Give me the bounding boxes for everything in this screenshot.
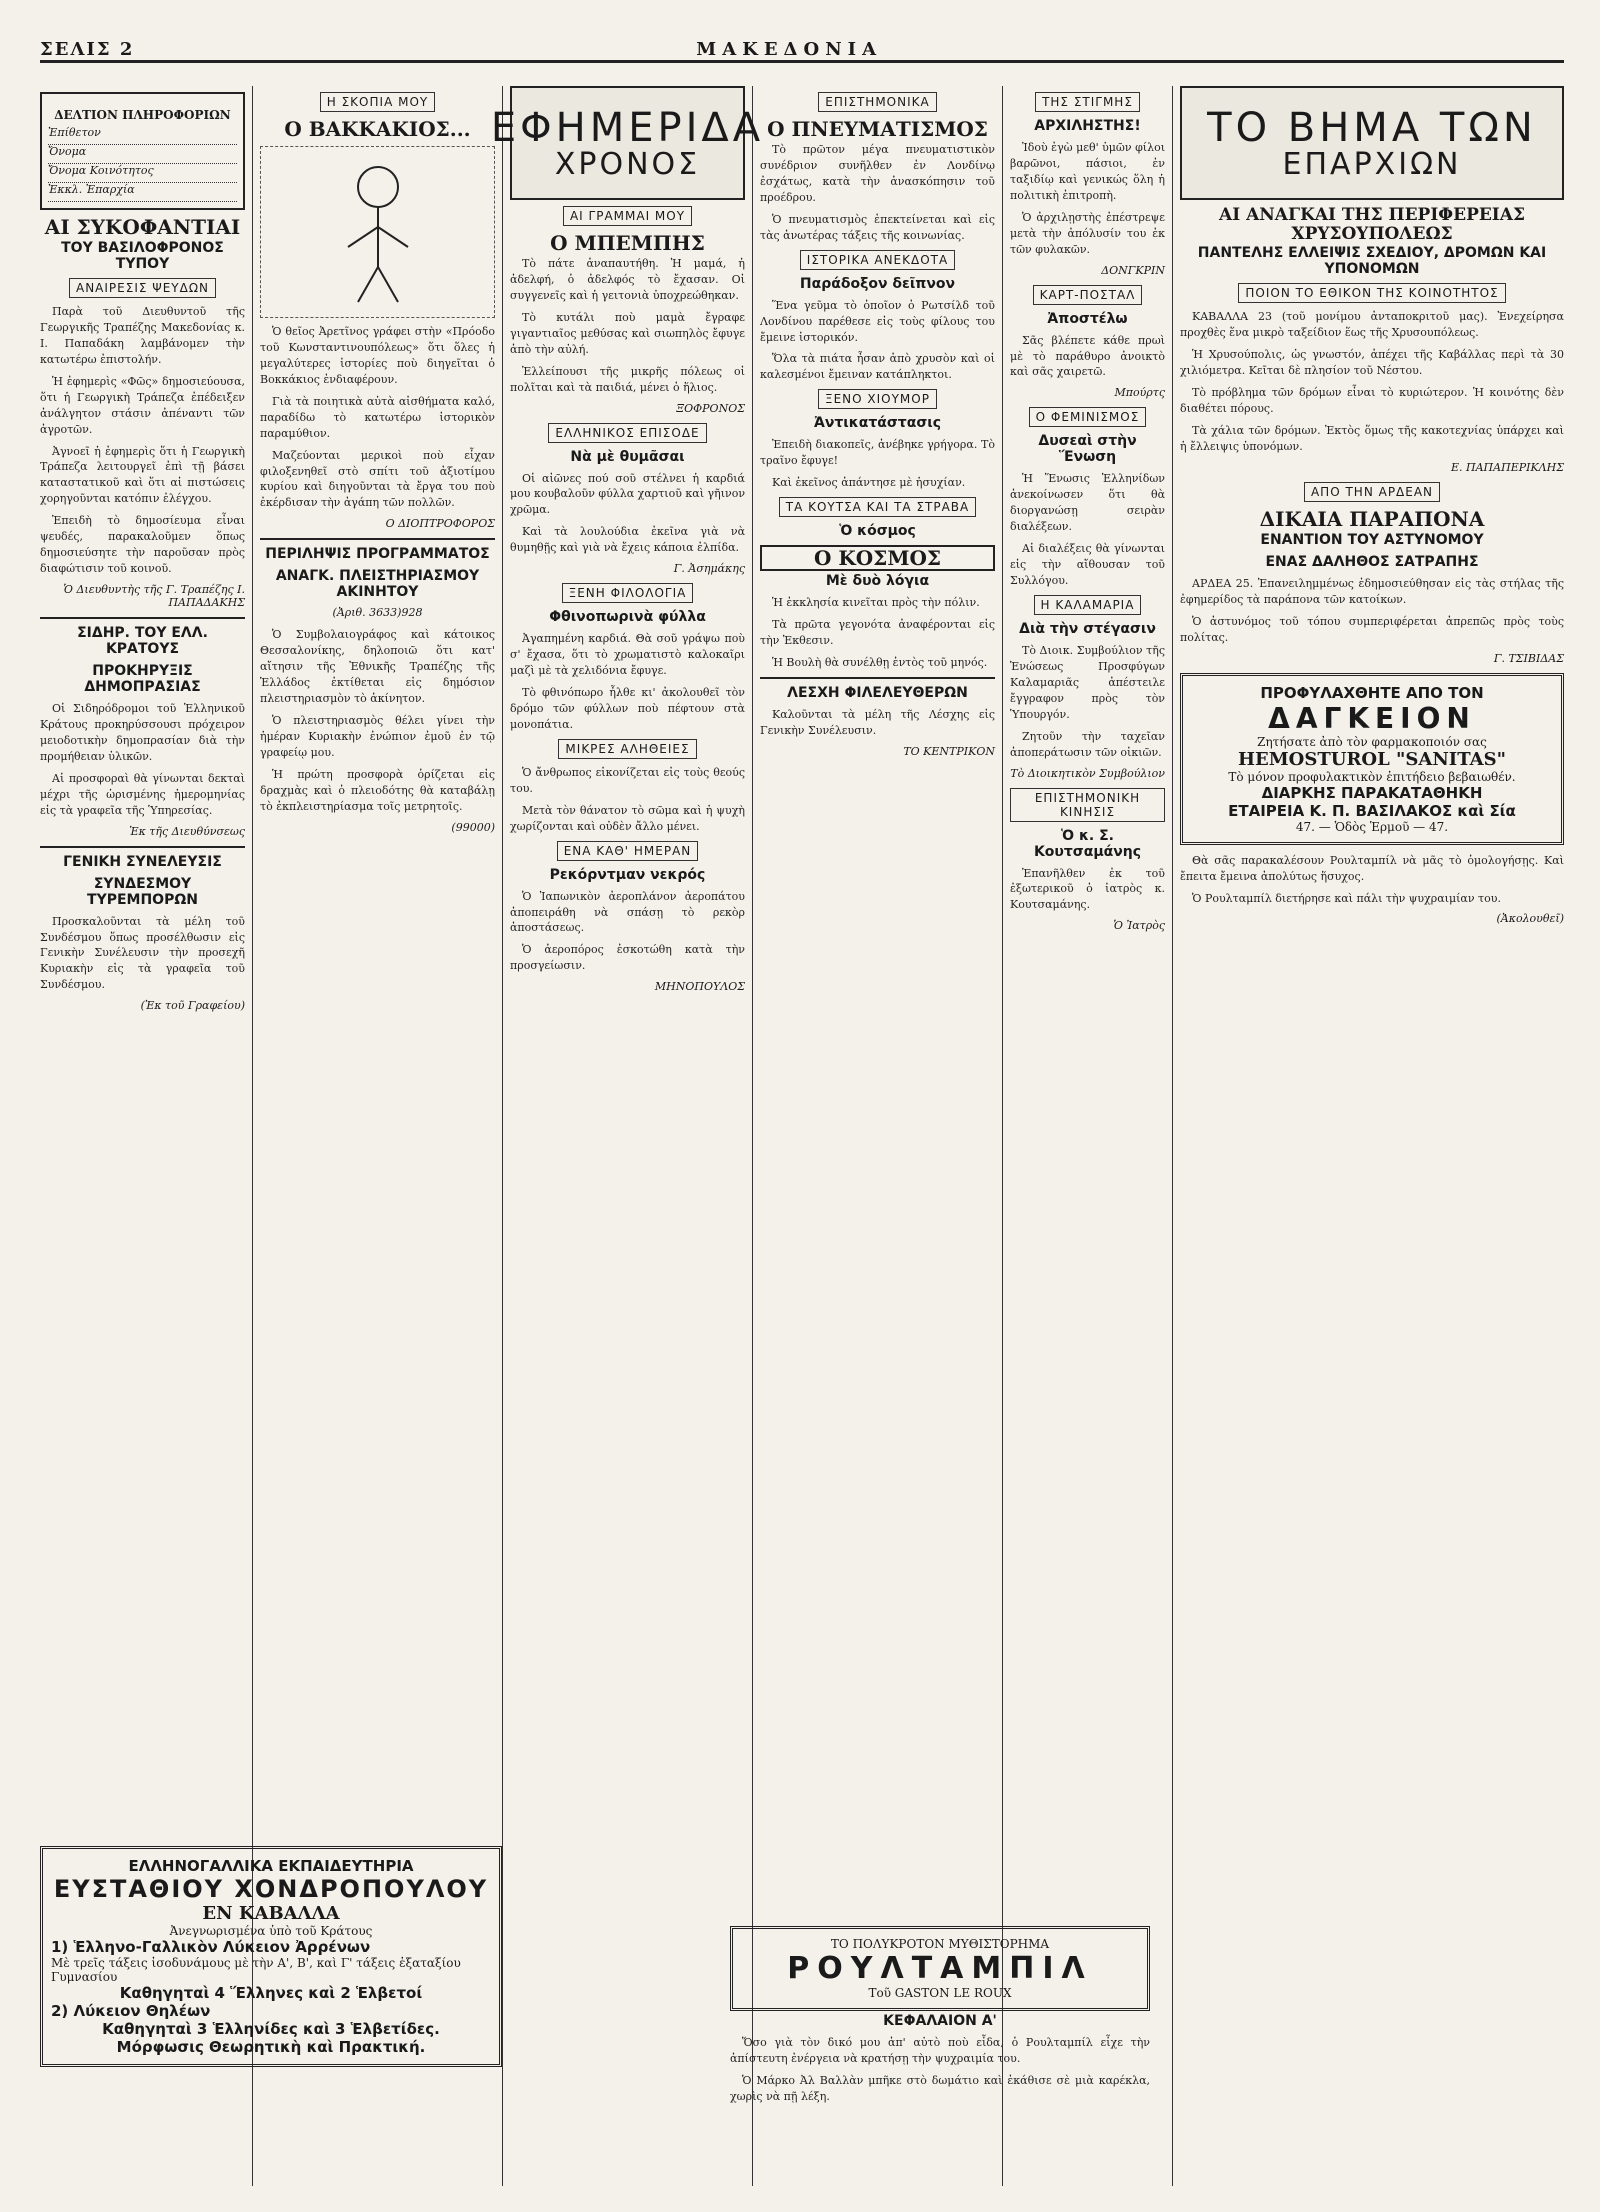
article-headline: ΠΕΡΙΛΗΨΙΣ ΠΡΟΓΡΑΜΜΑΤΟΣ [265, 546, 490, 563]
section-label: Η ΚΑΛΑΜΑΡΙΑ [1034, 595, 1142, 615]
paragraph: Ἡ ἐφημερὶς «Φῶς» δημοσιεύουσα, ὅτι ἡ Γεωργικὴ Τράπεζα ἐπέδειξεν ἀνάλγητον στάσιν ἀπέναντι τῶν ἀγροτῶν. [40, 374, 245, 436]
section-label: ΜΙΚΡΕΣ ΑΛΗΘΕΙΕΣ [558, 739, 696, 759]
section-label: ΚΑΡΤ-ΠΟΣΤΑΛ [1033, 285, 1143, 305]
masthead [40, 38, 1564, 63]
article-headline: Παράδοξον δεῖπνον [799, 275, 956, 292]
section-label: ΞΕΝΟ ΧΙΟΥΜΟΡ [818, 389, 937, 409]
article-body [40, 304, 245, 577]
school-line-3: ΕΝ ΚΑΒΑΛΛΑ [202, 1903, 340, 1924]
dengue-advertisement [1180, 673, 1564, 845]
article-signature: Τὸ Διοικητικὸν Συμβούλιον [1010, 766, 1165, 780]
banner-line-2: ΧΡΟΝΟΣ [554, 146, 701, 182]
banner-line-1: ΕΦΗΜΕΡΙΔΑ [490, 104, 765, 151]
article-headline: Διὰ τὴν στέγασιν [1019, 620, 1156, 637]
article-signature: ΜΗΝΟΠΟΥΛΟΣ [654, 980, 745, 994]
ad-line-8: 47. — Ὁδὸς Ἑρμοῦ — 47. [1295, 819, 1449, 834]
ad-line-1: ΠΡΟΦΥΛΑΧΘΗΤΕ ΑΠΟ ΤΟΝ [1260, 683, 1484, 702]
info-form [40, 92, 245, 210]
article-body [760, 142, 995, 244]
article-body [1010, 333, 1165, 381]
section-label: ΕΝΑ ΚΑΘ' ΗΜΕΡΑΝ [557, 841, 699, 861]
ad-line-3: Ζητήσατε ἀπὸ τὸν φαρμακοποιόν σας [1257, 734, 1487, 749]
paragraph: Ὁ πλειστηριασμὸς θέλει γίνει τὴν ἡμέραν Κυριακὴν ἐνώπιον ἐμοῦ ἐν τῷ γραφείῳ μου. [260, 714, 495, 759]
article-body [40, 914, 245, 994]
column-banner [490, 86, 765, 200]
article-subhead: ΠΡΟΚΗΡΥΞΙΣ ΔΗΜΟΠΡΑΣΙΑΣ [84, 663, 201, 695]
article-signature: ΤΟ ΚΕΝΤΡΙΚΟΝ [903, 744, 995, 758]
paragraph: Θὰ σᾶς παρακαλέσουν Ρουλταμπίλ νὰ μᾶς τὸ ὁμολογήσῃς. Καὶ ἔπειτα ἔμεινα ἀπολύτως ἥσυχος. [1180, 853, 1564, 883]
paragraph: Ἐλλείπουσι τῆς μικρῆς πόλεως οἱ πολῖται καὶ τὰ παιδιά, μένει ὁ ἥλιος. [510, 364, 745, 394]
paragraph: Τὰ χάλια τῶν δρόμων. Ἐκτὸς ὅμως τῆς κακοτεχνίας ὑπάρχει καὶ ἡ ἔλλειψις ὑπονόμων. [1180, 424, 1564, 453]
column-rule [752, 86, 753, 2186]
column-4 [760, 86, 995, 766]
article-signature: Γ. Ἀσημάκης [673, 562, 745, 576]
article-body [760, 437, 995, 491]
column-5 [1010, 86, 1165, 940]
paragraph: Ὁ ἀστυνόμος τοῦ τόπου συμπεριφέρεται ἀπρεπῶς πρὸς τοὺς πολίτας. [1180, 614, 1564, 644]
banner-line-2: ΕΠΑΡΧΙΩΝ [1282, 146, 1462, 182]
school-line-2: ΕΥΣΤΑΘΙΟΥ ΧΟΝΔΡΟΠΟΥΛΟΥ [53, 1875, 489, 1903]
paragraph: Γιὰ τὰ ποιητικὰ αὐτὰ αἰσθήματα καλό, παραδίδω τὸ κατωτέρω ἱστορικὸν παραμύθιον. [260, 394, 495, 440]
article-headline: ΔΙΚΑΙΑ ΠΑΡΑΠΟΝΑ [1259, 506, 1485, 531]
paragraph: Ἡ Χρυσούπολις, ὡς γνωστόν, ἀπέχει τῆς Καβάλλας περὶ τὰ 30 χιλιόμετρα. Κεῖται δὲ πλησίον τοῦ Νέστου. [1180, 348, 1564, 378]
article-signature: Ο ΔΙΟΠΤΡΟΦΟΡΟΣ [385, 517, 495, 531]
divider [40, 617, 245, 619]
school-line-5: 1) Ἑλληνο-Γαλλικὸν Λύκειον Ἀρρένων [51, 1938, 371, 1956]
article-signature: ΞΟΦΡΟΝΟΣ [676, 401, 745, 415]
novel-line-2: ΡΟΥΛΤΑΜΠΙΛ [787, 1951, 1093, 1986]
school-line-7: Καθηγηταὶ 4 Ἕλληνες καὶ 2 Ἑλβετοί [119, 1984, 423, 2002]
article-headline-2: ΤΟΥ ΒΑΣΙΛΟΦΡΟΝΟΣ ΤΥΠΟΥ [61, 240, 224, 272]
section-label: ΞΕΝΗ ΦΙΛΟΛΟΓΙΑ [562, 583, 694, 603]
paragraph: Ὁ πνευματισμὸς ἐπεκτείνεται καὶ εἰς τὰς ἀνωτέρας τάξεις τῆς κοινωνίας. [760, 212, 995, 242]
section-label: ΕΛΛΗΝΙΚΟΣ ΕΠΙΣΟΔΕ [548, 423, 706, 443]
article-body [1180, 853, 1564, 907]
divider [760, 677, 995, 679]
article-headline: ΓΕΝΙΚΗ ΣΥΝΕΛΕΥΣΙΣ [63, 853, 222, 870]
column-1 [40, 86, 245, 1020]
serial-novel [730, 1926, 1150, 2111]
school-line-9: Καθηγηταὶ 3 Ἑλληνίδες καὶ 3 Ἑλβετίδες. [102, 2020, 440, 2038]
paragraph: Ἡ Βουλὴ θὰ συνέλθῃ ἐντὸς τοῦ μηνός. [772, 655, 988, 669]
article-subhead: Μὲ δυὸ λόγια [825, 573, 930, 590]
article-signature: Ὁ Ἰατρὸς [1113, 919, 1165, 933]
paragraph: Ὁ Συμβολαιογράφος καὶ κάτοικος Θεσσαλονίκης, δηλοποιῶ ὅτι κατ' αἴτησιν τῆς Ἐθνικῆς Τραπέζης τῆς Ἑλλάδος ἐκτίθεται εἰς δημόσιον πλειστηριασμὸν τὸ ἀκίνητον. [260, 628, 495, 706]
novel-body [730, 2035, 1150, 2105]
paragraph: Ἰδοὺ ἐγὼ μεθ' ὑμῶν φίλοι βαρῶνοι, πάσιοι, ἐν ταξιδίῳ καὶ γενικώς ὅλη ἡ πολιτικὴ ἐπιτροπὴ. [1010, 141, 1166, 202]
article-headline: ΛΕΣΧΗ ΦΙΛΕΛΕΥΘΕΡΩΝ [787, 684, 968, 701]
article-body [1010, 643, 1165, 761]
paragraph: Τὸ πρῶτον μέγα πνευματιστικὸν συνέδριον συνῆλθεν ἐν Λονδίνῳ ἐσχάτως, κατὰ τὴν ἀνασκόπησιν τοῦ προέδρου. [760, 143, 995, 204]
article-body [760, 707, 995, 739]
paragraph: Μετὰ τὸν θάνατον τὸ σῶμα καὶ ἡ ψυχὴ χωρίζονται καὶ οὐδὲν ἄλλο μένει. [510, 803, 745, 833]
article-body [40, 701, 245, 819]
school-line-10: Μόρφωσις Θεωρητικὴ καὶ Πρακτική. [116, 2038, 426, 2056]
article-signature: (99000) [451, 820, 495, 834]
article-headline: Ο ΠΝΕΥΜΑΤΙΣΜΟΣ [767, 117, 988, 141]
article-headline: Δυσεαὶ στὴν Ἕνωση [1038, 433, 1137, 466]
article-headline: Φθινοπωρινὰ φύλλα [549, 609, 706, 626]
article-headline: ΑΙ ΣΥΚΟΦΑΝΤΙΑΙ [44, 215, 241, 239]
form-title: ΔΕΛΤΙΟΝ ΠΛΗΡΟΦΟΡΙΩΝ [54, 108, 231, 122]
paragraph: Ὅσο γιὰ τὸν δικό μου ἀπ' αὐτὸ ποὺ εἶδα, ὁ Ρουλταμπίλ εἶχε τὴν ἀπίστευτη ἐνέργεια νὰ κρατήσῃ τὴν ψυχραιμία του. [730, 2036, 1150, 2065]
page-label: ΣΕΛΙΣ 2 [40, 38, 135, 60]
paragraph: Τὰ πρῶτα γεγονότα ἀναφέρονται εἰς τὴν Ἐκθεσιν. [760, 618, 995, 647]
article-body [510, 256, 745, 396]
paragraph: Οἱ αἰῶνες πού σοῦ στέλνει ἡ καρδιά μου κουβαλοῦν φύλλα χαρτιοῦ καὶ γῆινον χρῶμα. [510, 471, 746, 517]
section-label: Ο ΦΕΜΙΝΙΣΜΟΣ [1029, 407, 1147, 427]
paragraph: Ἐπανῆλθεν ἐκ τοῦ ἐξωτερικοῦ ὁ ἰατρὸς κ. Κουτσαμάνης. [1010, 866, 1165, 912]
article-subhead: ΑΝΑΙΡΕΣΙΣ ΨΕΥΔΩΝ [69, 278, 216, 298]
school-line-4: Ἀνεγνωρισμένα ὑπὸ τοῦ Κράτους [169, 1924, 373, 1938]
paragraph: Ἀγαπημένη καρδιά. Θὰ σοῦ γράψω ποὺ σ' ἔχασα, ὅτι τὸ χρωματιστὸ καλοκαῖρι μαζὶ μὲ τὰ χελιδόνια ἔφυγε. [510, 632, 745, 678]
paragraph: Τὸ φθινόπωρο ἦλθε κι' ἀκολουθεῖ τὸν δρόμο τῶν φύλλων ποὺ πέφτουν στὰ μονοπάτια. [510, 686, 745, 731]
column-rule [502, 86, 503, 2186]
school-line-6: Μὲ τρεῖς τάξεις ἰσοδυνάμους μὲ τὴν Α', Β', καὶ Γ' τάξεις ἑξαταξίου Γυμνασίου [51, 1956, 461, 1984]
article-body [760, 298, 995, 384]
paragraph: Μαζεύονται μερικοὶ ποὺ εἶχαν φιλοξενηθεῖ στὸ σπίτι τοῦ ἀξιοτίμου κυρίου καὶ διηγοῦνται τὰ ἔργα του ποὺ ἐκέρδισαν τὴν ἀγάπη τῶν πολλῶν. [260, 448, 495, 510]
section-label: ΤΗΣ ΣΤΙΓΜΗΣ [1035, 92, 1140, 112]
paragraph: Τὸ πρόβλημα τῶν δρόμων εἶναι τὸ κυριώτερον. Ἡ κοινότης δὲν διαθέτει πόρους. [1180, 386, 1564, 416]
article-body [1180, 309, 1564, 455]
article-body [1180, 576, 1564, 646]
paragraph: Ὁ Μάρκο Ἀλ Βαλλὰν μπῆκε στὸ δωμάτιο καὶ ἐκάθισε σὲ μιὰ καρέκλα, χωρὶς νὰ πῇ λέξη. [730, 2073, 1150, 2103]
divider [260, 538, 495, 540]
school-line-1: ΕΛΛΗΝΟΓΑΛΛΙΚΑ ΕΚΠΑΙΔΕΥΤΗΡΙΑ [128, 1857, 414, 1875]
article-body [510, 471, 745, 557]
article-signature: Ἐκ τῆς Διευθύνσεως [129, 824, 245, 838]
divider [40, 846, 245, 848]
page-body [40, 86, 1564, 2186]
article-signature: Μπούρτς [1114, 386, 1165, 400]
novel-line-1: ΤΟ ΠΟΛΥΚΡΟΤΟΝ ΜΥΘΙΣΤΟΡΗΜΑ [830, 1937, 1050, 1951]
article-subhead-2: ΕΝΑΣ ΔΑΛΗΘΟΣ ΣΑΤΡΑΠΗΣ [1265, 553, 1479, 570]
article-headline: Νὰ μὲ θυμᾶσαι [570, 448, 685, 465]
article-headline: Ὁ κόσμος [839, 523, 916, 540]
form-field-diocese: Ἐκκλ. Ἐπαρχία [48, 183, 237, 202]
article-headline: Ρεκόρντμαν νεκρός [549, 866, 706, 883]
article-headline: ΑΙ ΑΝΑΓΚΑΙ ΤΗΣ ΠΕΡΙΦΕΡΕΙΑΣ ΧΡΥΣΟΥΠΟΛΕΩΣ [1219, 205, 1525, 244]
program-number: (Ἀριθ. 3633)928 [332, 606, 423, 620]
article-headline: ΣΙΔΗΡ. ΤΟΥ ΕΛΛ. ΚΡΑΤΟΥΣ [77, 625, 208, 657]
article-signature: Γ. ΤΣΙΒΙΔΑΣ [1493, 651, 1564, 665]
ad-line-2: ΔΑΓΚΕΙΟΝ [1268, 701, 1476, 735]
article-subhead: ΑΝΑΓΚ. ΠΛΕΙΣΤΗΡΙΑΣΜΟΥ ΑΚΙΝΗΤΟΥ [275, 568, 480, 601]
ad-line-6: ΔΙΑΡΚΗΣ ΠΑΡΑΚΑΤΑΘΗΚΗ [1261, 783, 1483, 802]
column-3 [490, 86, 765, 1001]
caricature-image [260, 146, 495, 318]
school-line-8: 2) Λύκειον Θηλέων [51, 2002, 211, 2020]
article-body [1010, 866, 1165, 914]
paragraph: Ἡ Ἕνωσις Ἑλληνίδων ἀνεκοίνωσεν ὅτι θὰ διοργανώσῃ σειρὰν διαλέξεων. [1010, 472, 1165, 534]
banner-line-1: ΤΟ ΒΗΜΑ ΤΩΝ [1207, 104, 1537, 151]
paragraph: ΑΡΔΕΑ 25. Ἐπανειλημμένως ἐδημοσιεύθησαν εἰς τὰς στήλας τῆς ἐφημερίδος τὰ παράπονα τῶν κατοίκων. [1180, 576, 1564, 606]
section-label: ΑΙ ΓΡΑΜΜΑΙ ΜΟΥ [563, 206, 692, 226]
paragraph: Ἐπειδὴ διακοπεῖς, ἀνέβηκε γρήγορα. Τὸ τραῖνο ἔφυγε! [760, 438, 995, 468]
section-label: ΤΑ ΚΟΥΤΣΑ ΚΑΙ ΤΑ ΣΤΡΑΒΑ [779, 497, 977, 517]
article-headline: Ὁ κ. Σ. Κουτσαμάνης [1033, 827, 1142, 860]
paragraph: Τὸ Διοικ. Συμβούλιον τῆς Ἑνώσεως Προσφύγων Καλαμαριᾶς ἀπέστειλε ἔγγραφον πρὸς τὸν Ὑπουργόν. [1010, 643, 1165, 721]
column-rule [1002, 86, 1003, 2186]
paragraph: Ὁ ἀεροπόρος ἐσκοτώθη κατὰ τὴν προσγείωσιν. [510, 943, 745, 973]
paper-name: ΜΑΚΕΔΟΝΙΑ [696, 38, 883, 60]
paragraph: Καὶ ἐκεῖνος ἀπάντησε μὲ ἡσυχίαν. [772, 476, 966, 490]
article-headline: Ο ΚΟΣΜΟΣ [760, 545, 995, 571]
article-body [1010, 140, 1165, 258]
form-field-community: Ὄνομα Κοινότητος [48, 164, 237, 183]
ad-line-7: ΕΤΑΙΡΕΙΑ Κ. Π. ΒΑΣΙΛΑΚΟΣ καὶ Σία [1228, 801, 1516, 820]
section-label: ΑΠΟ ΤΗΝ ΑΡΔΕΑΝ [1304, 482, 1440, 502]
paragraph: Ὁ ἄνθρωπος εἰκονίζεται εἰς τοὺς θεούς του. [510, 765, 745, 795]
section-label: ΕΠΙΣΤΗΜΟΝΙΚΗ ΚΙΝΗΣΙΣ [1010, 788, 1165, 822]
paragraph: Ὁ ἀρχιλῃστὴς ἐπέστρεψε μετὰ τὴν ἀπόλυσίν του ἐκ τῶν φυλακῶν. [1010, 210, 1165, 256]
serial-header [730, 1926, 1150, 2011]
article-signature: (Ἀκολουθεῖ) [1496, 912, 1564, 926]
paragraph: Ὁ Ρουλταμπίλ διετήρησε καὶ πάλι τὴν ψυχραιμίαν του. [1192, 891, 1501, 905]
article-body [510, 889, 745, 975]
paragraph: Παρὰ τοῦ Διευθυντοῦ τῆς Γεωργικῆς Τραπέζης Μακεδονίας κ. Ι. Παπαδάκη λαμβάνομεν τὴν κατωτέρω ἐπιστολήν. [40, 305, 245, 366]
paragraph: Τὸ κυτάλι ποὺ μαμὰ ἔγραφε γιγαντιαῖος μεθύσας καὶ σιωπηλὸς ἔφυγε ἀπὸ τὴν αὐλή. [510, 310, 745, 356]
ad-line-5: Τὸ μόνον προφυλακτικὸν ἐπιτήδειο βεβαιωθέν. [1228, 769, 1516, 784]
ad-line-4: HEMOSTUROL "SANITAS" [1238, 748, 1506, 770]
article-body [260, 324, 495, 511]
article-headline: Ἀντικατάστασις [814, 415, 941, 432]
article-headline-2: ΠΑΝΤΕΛΗΣ ΕΛΛΕΙΨΙΣ ΣΧΕΔΙΟΥ, ΔΡΟΜΩΝ ΚΑΙ ΥΠΟΝΟΜΩΝ [1197, 245, 1547, 278]
form-field-surname: Ἐπίθετον [48, 126, 237, 145]
column-2 [260, 86, 495, 842]
paragraph: Ὁ Ἰαπωνικὸν ἀεροπλάνον ἀεροπάτου ἀποπειράθη νὰ σπάσῃ τὸ ρεκὸρ ἀποστάσεως. [510, 889, 745, 935]
paragraph: Αἱ διαλέξεις θὰ γίνωνται εἰς τὴν αἴθουσαν τοῦ Συλλόγου. [1010, 542, 1165, 587]
paragraph: Ἀγνοεῖ ἡ ἐφημερὶς ὅτι ἡ Γεωργικὴ Τράπεζα λειτουργεῖ ἐπὶ τῇ βάσει καταστατικοῦ καὶ ὅτι αἱ πιστώσεις χορηγοῦνται κατόπιν ἐλέγχου. [40, 444, 245, 506]
article-subhead: ΠΟΙΟΝ ΤΟ ΕΘΙΚΟΝ ΤΗΣ ΚΟΙΝΟΤΗΤΟΣ [1238, 283, 1505, 303]
article-body [760, 595, 995, 671]
paragraph: Ζητοῦν τὴν ταχεῖαν ἀποπεράτωσιν τῶν οἰκιῶν. [1010, 729, 1165, 759]
paragraph: Ἡ ἐκκλησία κινεῖται πρὸς τὴν πόλιν. [772, 596, 980, 610]
paragraph: Ἡ πρώτη προσφορὰ ὁρίζεται εἰς δραχμὰς καὶ ὁ πλειοδότης θὰ καταβάλῃ τὸ ἐκπλειστηρίασμα τοῖς μετρητοῖς. [260, 767, 495, 813]
article-signature: ΔΟΝΓΚΡΙΝ [1101, 263, 1165, 277]
paragraph: Καὶ τὰ λουλούδια ἐκεῖνα γιὰ νὰ θυμηθῇς καὶ γιὰ νὰ ἔχεις κάποια ἐλπίδα. [510, 525, 745, 555]
column-banner [1180, 86, 1564, 200]
article-body [510, 631, 745, 733]
paragraph: Ὁ θεῖος Ἀρετῖνος γράφει στὴν «Πρόοδο τοῦ Κωνσταντινουπόλεως» ὅτι ὅλες ἡ μεγαλύτερες ἱστορίες ποὺ διηγεῖται ὁ Βοκκάκιος ἐνδιαφέρουν. [260, 325, 495, 386]
section-label: ΕΠΙΣΤΗΜΟΝΙΚΑ [818, 92, 936, 112]
column-6 [1180, 86, 1564, 933]
paragraph: Ὅλα τὰ πιάτα ἦσαν ἀπὸ χρυσὸν καὶ οἱ καλεσμένοι ἔμειναν κατάπληκτοι. [760, 352, 995, 382]
caricature-icon [333, 157, 423, 307]
paragraph: Οἱ Σιδηρόδρομοι τοῦ Ἑλληνικοῦ Κράτους προκηρύσσουσι πρόχειρον μειοδοτικὴν δημοπρασίαν διὰ τὴν προμήθειαν ὑλικῶν. [40, 702, 245, 763]
article-headline: Ο ΒΑΚΚΑΚΙΟΣ... [284, 117, 471, 141]
article-signature: Ε. ΠΑΠΑΠΕΡΙΚΛΗΣ [1451, 460, 1564, 474]
section-label: Η ΣΚΟΠΙΑ ΜΟΥ [320, 92, 435, 112]
article-subhead: ΕΝΑΝΤΙΟΝ ΤΟΥ ΑΣΤΥΝΟΜΟΥ [1260, 531, 1484, 548]
article-body [260, 627, 495, 814]
paragraph: Ἕνα γεῦμα τὸ ὁποῖον ὁ Ρωτσίλδ τοῦ Λονδίνου παρέθεσε εἰς τοὺς φίλους του ἔμεινε ἱστορικόν. [760, 298, 995, 344]
chapter-heading: ΚΕΦΑΛΑΙΟΝ Α' [883, 2013, 997, 2029]
novel-line-3: Τοῦ GASTON LE ROUX [868, 1986, 1012, 2000]
paragraph: Ἐπειδὴ τὸ δημοσίευμα εἶναι ψευδές, παρακαλοῦμεν ὅπως δημοσιεύσητε τὴν παροῦσαν πρὸς διαφώτισιν τοῦ κοινοῦ. [40, 514, 245, 576]
paragraph: ΚΑΒΑΛΛΑ 23 (τοῦ μονίμου ἀνταποκριτοῦ μας). Ἐνεχείρησα προχθὲς ἕνα μικρὸ ταξείδιον ἕως τῆς Χρυσουπόλεως. [1180, 310, 1564, 340]
paragraph: Σᾶς βλέπετε κάθε πρωὶ μὲ τὸ παράθυρο ἀνοικτὸ καὶ σᾶς χαιρετῶ. [1010, 333, 1165, 379]
form-field-name: Ὄνομα [48, 145, 237, 164]
article-subhead: ΣΥΝΔΕΣΜΟΥ ΤΥΡΕΜΠΟΡΩΝ [87, 875, 198, 908]
section-label: ΙΣΤΟΡΙΚΑ ΑΝΕΚΔΟΤΑ [800, 250, 955, 270]
article-body [510, 765, 745, 835]
article-headline: Ο ΜΠΕΜΠΗΣ [550, 231, 705, 255]
article-signature: Ὁ Διευθυντὴς τῆς Γ. Τραπέζης Ι. ΠΑΠΑΔΑΚΗΣ [63, 583, 245, 609]
article-headline: Ἀποστέλω [1047, 310, 1128, 327]
paragraph: Αἱ προσφοραὶ θὰ γίνωνται δεκταὶ μέχρι τῆς ὡρισμένης ἡμερομηνίας εἰς τὰ γραφεῖα τῆς Ὑπηρεσίας. [40, 771, 245, 817]
article-signature: (Ἐκ τοῦ Γραφείου) [140, 999, 245, 1013]
article-body [1010, 471, 1165, 589]
school-advertisement [40, 1846, 502, 2067]
column-rule [1172, 86, 1173, 2186]
paragraph: Καλοῦνται τὰ μέλη τῆς Λέσχης εἰς Γενικὴν Συνέλευσιν. [760, 707, 995, 737]
article-headline: ΑΡΧΙΛΗΣΤΗΣ! [1034, 118, 1141, 134]
paragraph: Προσκαλοῦνται τὰ μέλη τοῦ Συνδέσμου ὅπως προσέλθωσιν εἰς Γενικὴν Συνέλευσιν τὴν προσεχῆ Κυριακὴν εἰς τὰ γραφεῖα τοῦ Συνδέσμου. [40, 914, 245, 992]
paragraph: Τὸ πάτε ἀναπαυτήθη. Ἡ μαμά, ἡ ἀδελφή, ὁ ἀδελφός τὸ ἔχασαν. Οἱ συγγενεῖς καὶ ἡ γειτονιὰ ὑποχρεώθηκαν. [510, 257, 745, 302]
